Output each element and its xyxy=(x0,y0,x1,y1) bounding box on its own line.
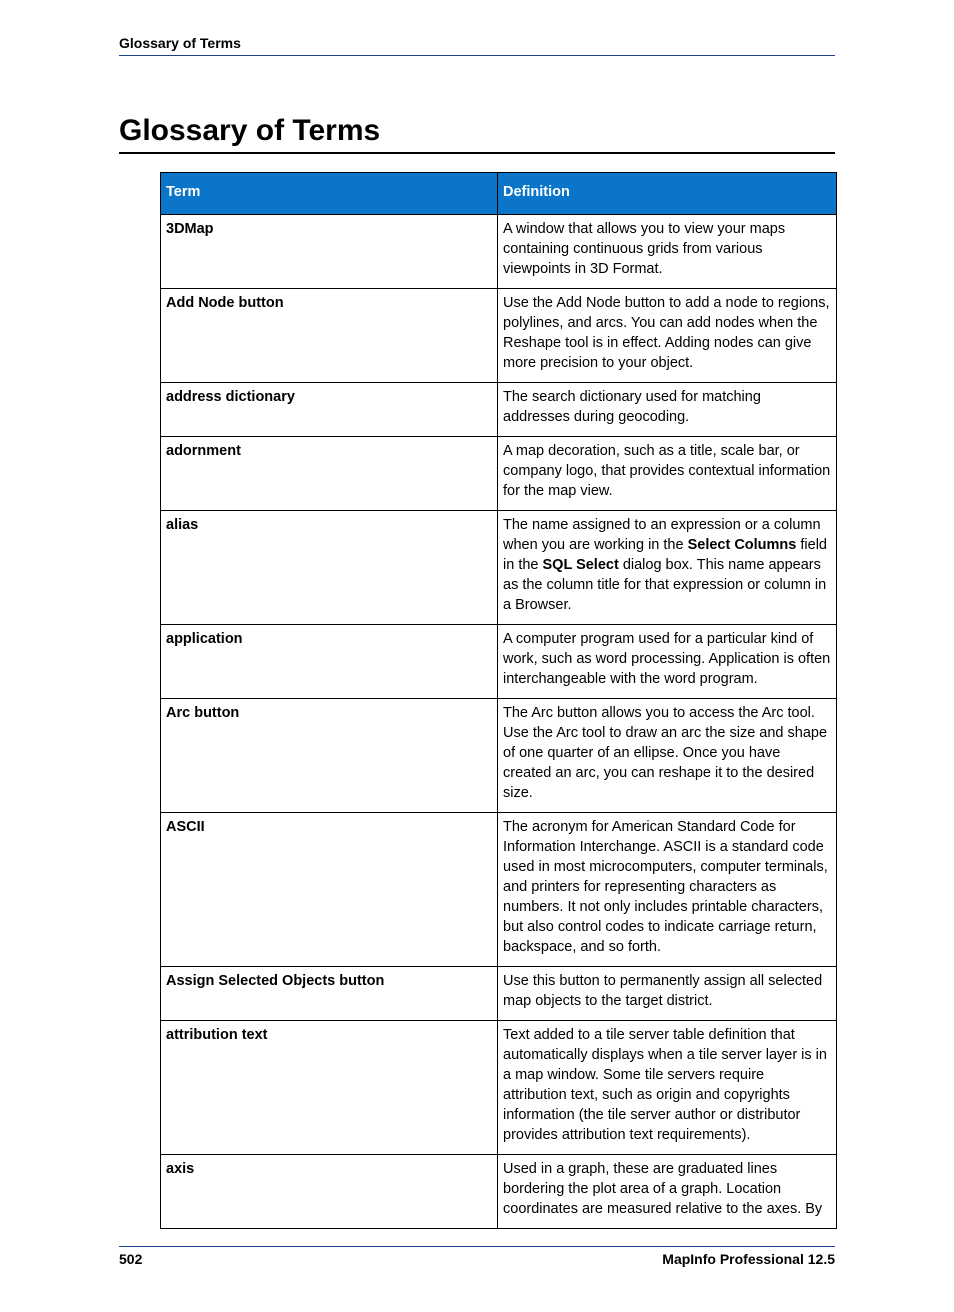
glossary-term: ASCII xyxy=(161,813,498,967)
table-row xyxy=(161,1021,837,1155)
glossary-term: adornment xyxy=(161,437,498,511)
glossary-term: attribution text xyxy=(161,1021,498,1155)
glossary-term: address dictionary xyxy=(161,383,498,437)
glossary-definition xyxy=(498,511,837,625)
table-row xyxy=(161,699,837,813)
definition-text: dialog box. This name appears as the column title for that expression or column in a Browser. xyxy=(503,557,827,613)
ui-label-select-columns: Select Columns xyxy=(687,537,797,553)
table-row xyxy=(161,437,837,511)
definition-text: Use the Add Node button to add a node to regions, polylines, and arcs. You can add nodes when the Reshape tool is in effect. Adding nodes can give more precision to your object. xyxy=(503,295,830,371)
glossary-table xyxy=(160,172,837,1229)
glossary-definition xyxy=(498,383,837,437)
glossary-definition xyxy=(498,215,837,289)
table-row xyxy=(161,289,837,383)
ui-label-sql-select: SQL Select xyxy=(542,557,619,573)
definition-text: Used in a graph, these are graduated lines bordering the plot area of a graph. Location coordinates are measured relative to the axes. By xyxy=(503,1161,823,1217)
table-row xyxy=(161,967,837,1021)
glossary-term: application xyxy=(161,625,498,699)
table-row xyxy=(161,383,837,437)
definition-text: The Arc button allows you to access the Arc tool. Use the Arc tool to draw an arc the size and shape of one quarter of an ellipse. Once you have created an arc, you can reshape it to the desired size. xyxy=(503,705,828,801)
page-number: 502 xyxy=(119,1251,143,1267)
definition-text: Use this button to permanently assign all selected map objects to the target district. xyxy=(503,973,823,1009)
running-header: Glossary of Terms xyxy=(119,34,835,56)
column-header-term: Term xyxy=(161,173,498,215)
table-row xyxy=(161,813,837,967)
product-name: MapInfo Professional 12.5 xyxy=(662,1251,835,1267)
definition-text: The acronym for American Standard Code for Information Interchange. ASCII is a standard code used in most microcomputers, computer terminals, and printers for representing characters as numbers. It not only includes printable characters, but also control codes to indicate carriage return, backspace, and so forth. xyxy=(503,819,828,955)
definition-text: field in the xyxy=(503,537,827,573)
definition-text: The search dictionary used for matching addresses during geocoding. xyxy=(503,389,761,425)
glossary-term: axis xyxy=(161,1155,498,1229)
table-row xyxy=(161,1155,837,1229)
glossary-definition xyxy=(498,289,837,383)
glossary-definition xyxy=(498,437,837,511)
glossary-definition xyxy=(498,1155,837,1229)
definition-text: A computer program used for a particular kind of work, such as word processing. Application is often interchangeable with the word program. xyxy=(503,631,831,687)
glossary-definition xyxy=(498,625,837,699)
glossary-definition xyxy=(498,813,837,967)
table-row xyxy=(161,511,837,625)
glossary-definition xyxy=(498,699,837,813)
glossary-term: Add Node button xyxy=(161,289,498,383)
table-row xyxy=(161,625,837,699)
page-title: Glossary of Terms xyxy=(119,112,835,154)
definition-text: The name assigned to an expression or a column when you are working in the xyxy=(503,517,821,553)
glossary-definition xyxy=(498,967,837,1021)
table-row xyxy=(161,215,837,289)
definition-text: A map decoration, such as a title, scale bar, or company logo, that provides contextual information for the map view. xyxy=(503,443,831,499)
table-header-row xyxy=(161,173,837,215)
glossary-term: 3DMap xyxy=(161,215,498,289)
definition-text: A window that allows you to view your maps containing continuous grids from various viewpoints in 3D Format. xyxy=(503,221,786,277)
glossary-term: Assign Selected Objects button xyxy=(161,967,498,1021)
page-footer xyxy=(119,1246,835,1268)
glossary-definition xyxy=(498,1021,837,1155)
column-header-definition: Definition xyxy=(498,173,837,215)
glossary-term: alias xyxy=(161,511,498,625)
glossary-term: Arc button xyxy=(161,699,498,813)
definition-text: Text added to a tile server table definition that automatically displays when a tile server layer is in a map window. Some tile servers require attribution text, such as origin and copyrights information (the tile server author or distributor provides attribution text requirements). xyxy=(503,1027,827,1143)
